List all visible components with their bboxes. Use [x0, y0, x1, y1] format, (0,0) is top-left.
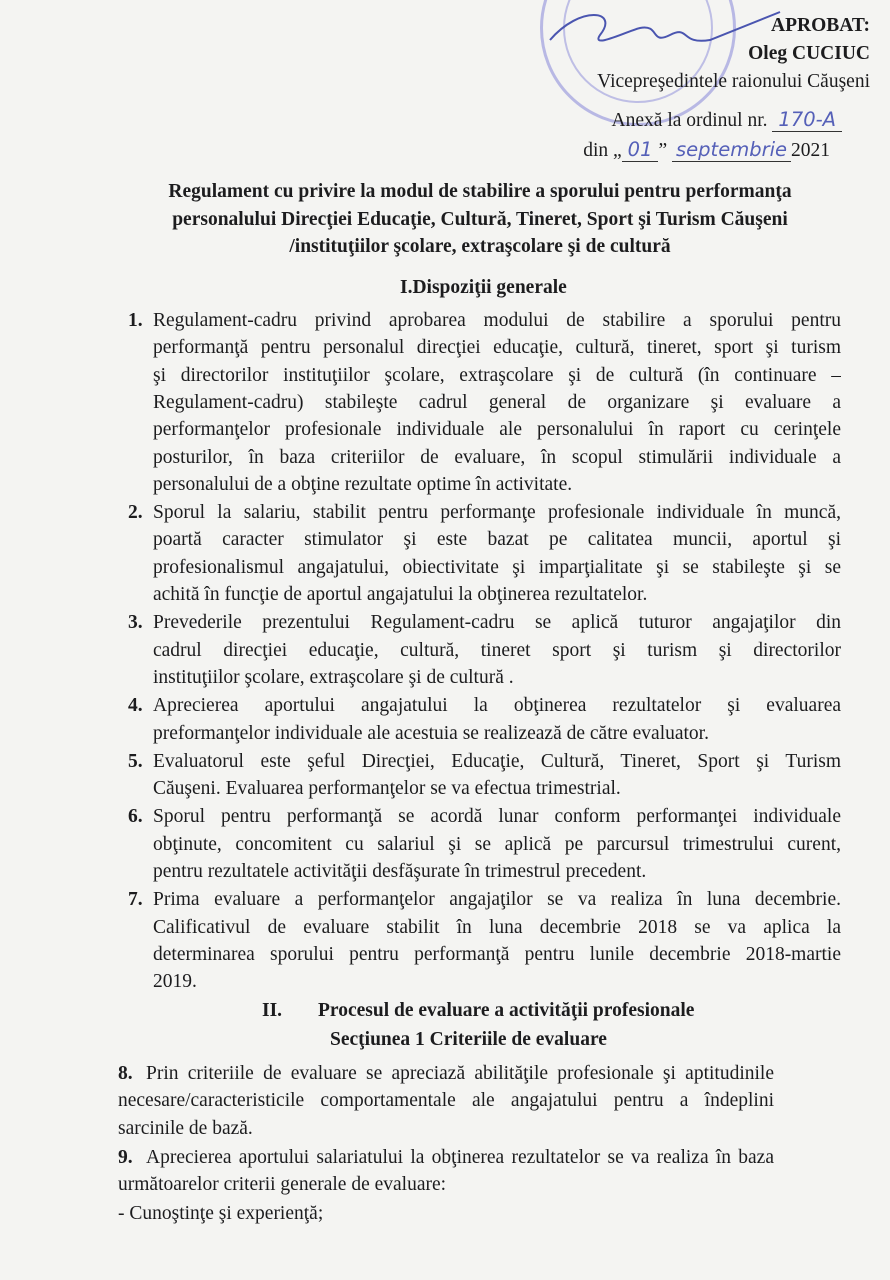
item-number: 6. [128, 806, 143, 828]
item-text-line: Căuşeni. Evaluarea performanţelor se va efectua trimestrial. [153, 778, 621, 800]
item-text-line: Sporul la salariu, stabilit pentru performanţe profesionale individuale în muncă, [153, 502, 841, 524]
item-text-line: achită în funcţie de aportul angajatului la obţinerea rezultatelor. [153, 584, 648, 605]
item-text-line: instituţiilor şcolare, extraşcolare şi de cultură . [153, 666, 514, 688]
item-text-line: Calificativul de evaluare stabilit în luna decembrie 2018 se va aplica la [153, 916, 841, 938]
item-text-line: următoarelor criterii generale de evaluare: [118, 1174, 447, 1196]
date-year: 2021 [791, 140, 830, 161]
item-text-line: posturilor, în baza criteriilor de evaluare, în scopul stimulării individuale a [153, 446, 841, 468]
criterion-bullet: - Cunoştinţe şi experienţă; [118, 1203, 324, 1224]
item-text-line: 2019. [153, 971, 197, 993]
item-text-line: sarcinile de bază. [118, 1117, 253, 1139]
item-text-line: Prevederile prezentului Regulament-cadru se aplică tuturor angajaţilor din [153, 612, 841, 634]
order-number: 170-A [772, 108, 842, 132]
date-mid: ” [658, 140, 668, 161]
approver-role: Vicepreşedintele raionului Căuşeni [597, 71, 870, 92]
item-text-line: obţinute, concomitent cu salariul şi se aplică pe parcursul trimestrului curent, [153, 833, 841, 855]
item-number: 2. [128, 502, 143, 524]
item-number: 5. [128, 750, 143, 772]
approver-name: Oleg CUCIUC [748, 43, 870, 64]
item-text-line: pentru rezultatele activităţii desfăşurate în trimestrul precedent. [153, 861, 647, 882]
item-text-line: performanţelor profesionale individuale ale personalului în raport cu cerinţele [153, 419, 841, 441]
item-number: 1. [128, 310, 143, 331]
item-number: 8. [118, 1063, 133, 1084]
date-month: septembrie [672, 138, 791, 162]
item-text-line: Aprecierea aportului angajatului la obţinerea rezultatelor şi evaluarea [153, 695, 841, 717]
item-number: 4. [128, 695, 143, 717]
item-text-line: Prima evaluare a performanţelor angajaţilor se va realiza în luna decembrie. [153, 889, 841, 911]
item-text-line: Regulament-cadru privind aprobarea modului de stabilire a sporului pentru [153, 310, 841, 331]
item-text-line: performanţă pentru personalul direcţiei educaţie, cultură, tineret, sport şi turism [153, 337, 841, 359]
item-text-line: Prin criteriile de evaluare se apreciază abilităţile profesionale şi aptitudinile [146, 1063, 774, 1084]
title-line: personalului Direcţiei Educaţie, Cultură, Tineret, Sport şi Turism Căuşeni [172, 208, 788, 230]
item-text-line: preformanţelor individuale ale acestuia se realizează de către evaluator. [153, 722, 709, 744]
item-text-line: determinarea sporului pentru performanţă pentru lunile decembrie 2018-martie [153, 943, 841, 965]
item-text-line: şi directorilor instituţiilor şcolare, extraşcolare şi de cultură (în continuare – [153, 364, 841, 386]
item-number: 3. [128, 612, 143, 634]
item-number: 9. [118, 1146, 133, 1168]
date-prefix: din „ [583, 140, 622, 161]
annex-line [612, 106, 842, 133]
section2-heading: Procesul de evaluare a activităţii profesionale [318, 1000, 695, 1021]
item-text-line: Aprecierea aportului salariatului la obţinerea rezultatelor se va realiza în baza [146, 1146, 774, 1168]
document-title [100, 178, 860, 261]
section2-roman: II. [262, 1000, 283, 1021]
annex-prefix: Anexă la ordinul nr. [611, 110, 768, 131]
section1-heading: I.Dispoziţii generale [400, 277, 567, 298]
section2-subheading: Secţiunea 1 Criteriile de evaluare [330, 1029, 607, 1050]
item-text-line: poartă caracter stimulator şi este bazat pe calitatea muncii, aportul şi [153, 529, 841, 551]
item-text-line: Regulament-cadru) stabileşte cadrul general de organizare şi evaluare a [153, 391, 841, 413]
approved-label: APROBAT: [771, 15, 870, 36]
item-text-line: Sporul pentru performanţă se acordă lunar conform performanţei individuale [153, 806, 841, 828]
date-day: 01 [622, 138, 659, 162]
item-text-line: necesare/caracteristicile comportamentale ale angajatului pentru a îndeplini [118, 1090, 774, 1112]
item-text-line: profesionalismul angajatului, obiectivitate şi imparţialitate şi se stabileşte şi se [153, 556, 841, 578]
title-line: /instituţiilor şcolare, extraşcolare şi de cultură [289, 236, 671, 257]
item-text-line: personalului de a obţine rezultate optime în activitate. [153, 473, 573, 495]
date-line [583, 136, 830, 163]
item-number: 7. [128, 889, 143, 911]
item-text-line: cadrul direcţiei educaţie, cultură, tineret sport şi turism şi directorilor [153, 639, 841, 661]
title-line: Regulament cu privire la modul de stabilire a sporului pentru performanţa [168, 181, 792, 202]
item-text-line: Evaluatorul este şeful Direcţiei, Educaţie, Cultură, Tineret, Sport şi Turism [153, 750, 841, 772]
